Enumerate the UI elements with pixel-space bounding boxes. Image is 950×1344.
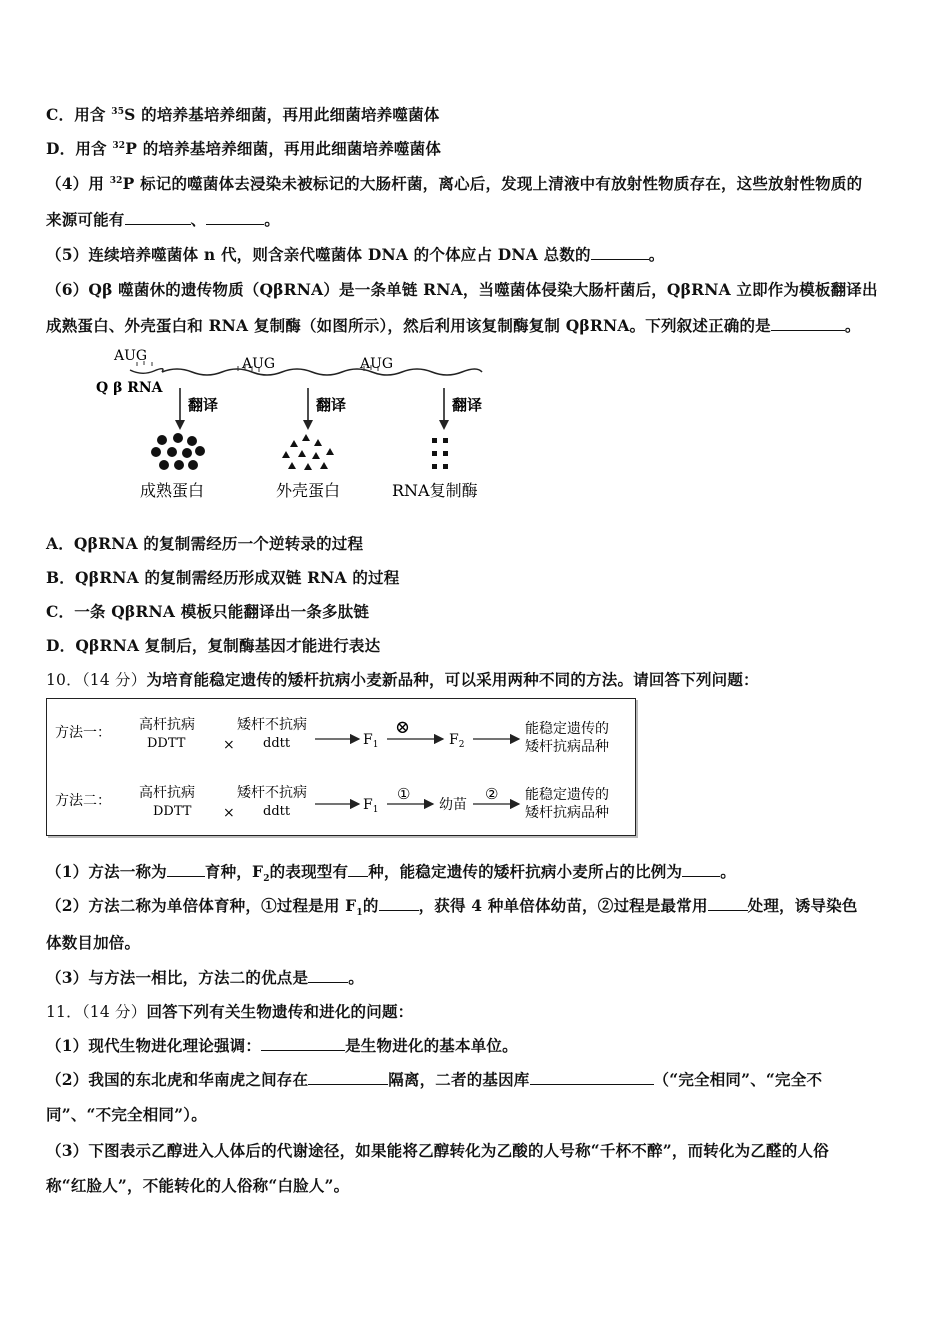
q9-option-c: C．用含 $^{35}$S 的培养基培养细菌，再用此细菌培养噬菌体	[46, 105, 440, 124]
method1-parent2-genotype: ddtt	[263, 736, 291, 751]
codon-2: AUG	[242, 356, 276, 372]
mature-protein-dots	[151, 433, 205, 470]
q9-part6-line2: 成熟蛋白、外壳蛋白和 RNA 复制酶（如图所示），然后利用该复制酶复制 QβRNA。下列叙述正确的是 。	[46, 316, 861, 335]
method1-result-1: 能稳定遗传的	[525, 721, 609, 737]
q9-option-d: D．用含 $^{32}$P 的培养基培养细菌，再用此细菌培养噬菌体	[46, 139, 442, 158]
method2-label: 方法二：	[55, 793, 111, 809]
method1-result-2: 矮杆抗病品种	[525, 739, 609, 755]
q10-part2-line1: （2）方法二称为单倍体育种，①过程是用 $F_1$的 ，获得 4 种单倍体幼苗，②过程是最常用 处理，诱导染色	[46, 896, 858, 919]
replicase-squares	[432, 438, 448, 469]
method2-parent2-genotype: ddtt	[263, 804, 291, 819]
q11-part3-line1: （3）下图表示乙醇进入人体后的代谢途径，如果能将乙醇转化为乙酸的人号称“千杯不醉”，而转化为乙醛的人俗	[46, 1141, 829, 1160]
arrow-label-2: 翻译	[316, 396, 347, 414]
q9-choice-d: D．QβRNA 复制后，复制酶基因才能进行表达	[46, 636, 381, 655]
rna-label: Q β RNA	[96, 380, 163, 396]
codon-3: AUG	[360, 356, 394, 372]
product-3: RNA复制酶	[392, 481, 478, 500]
q9-part5: （5）连续培养噬菌体 n 代，则含亲代噬菌体 DNA 的个体应占 DNA 总数的 。	[46, 245, 665, 264]
method1-f1: $F_1$	[363, 732, 379, 750]
method1-label: 方法一：	[55, 725, 111, 741]
method1-parent1-genotype: DDTT	[147, 736, 186, 751]
q9-part4-line2: 来源可能有 、 。	[46, 210, 280, 229]
method1-parent1-trait: 高杆抗病	[139, 717, 195, 733]
q10-part3: （3）与方法一相比，方法二的优点是 。	[46, 968, 364, 987]
method2-result-1: 能稳定遗传的	[525, 787, 609, 803]
method2-step2: ②	[485, 785, 499, 803]
method1-selfing-symbol: ⊗	[395, 717, 411, 738]
product-2: 外壳蛋白	[276, 481, 341, 500]
method2-seedling: 幼苗	[439, 797, 467, 813]
q11-title: 11．（14 分）回答下列有关生物遗传和进化的问题：	[46, 1002, 414, 1021]
q9-choice-b: B．QβRNA 的复制需经历形成双链 RNA 的过程	[46, 568, 400, 587]
method2-f1: $F_1$	[363, 797, 379, 815]
q11-part2-line2: 同”、“不完全相同”）。	[46, 1105, 207, 1124]
breeding-methods-diagram	[46, 698, 636, 836]
method1-cross: ×	[223, 737, 235, 753]
codon-1: AUG	[114, 348, 148, 364]
q9-choice-a: A．QβRNA 的复制需经历一个逆转录的过程	[46, 534, 364, 553]
qbeta-translation-figure	[92, 344, 522, 510]
method1-f2: $F_2$	[449, 732, 465, 750]
rna-strand	[162, 369, 482, 375]
product-1: 成熟蛋白	[140, 481, 205, 500]
q11-part2-line1: （2）我国的东北虎和华南虎之间存在 隔离，二者的基因库 （“完全相同”、“完全不	[46, 1070, 823, 1089]
q9-part4-line1: （4）用 $^{32}$P 标记的噬菌体去浸染未被标记的大肠杆菌，离心后，发现上清液中有放射性物质存在，这些放射性物质的	[46, 174, 863, 193]
arrow-label-1: 翻译	[188, 396, 219, 414]
q11-part3-line2: 称“红脸人”，不能转化的人俗称“白脸人”。	[46, 1176, 350, 1195]
q9-part6-line1: （6）Qβ 噬菌休的遗传物质（QβRNA）是一条单链 RNA，当噬菌体侵染大肠杆菌后，QβRNA 立即作为模板翻译出	[46, 280, 878, 299]
method1-parent2-trait: 矮杆不抗病	[237, 717, 307, 733]
q10-part2-line2: 体数目加倍。	[46, 933, 141, 952]
coat-protein-triangles	[282, 434, 334, 470]
q10-title: 10．（14 分）为培育能稳定遗传的矮杆抗病小麦新品种，可以采用两种不同的方法。请回答下列问题：	[46, 670, 759, 689]
q11-part1: （1）现代生物进化理论强调： 是生物进化的基本单位。	[46, 1036, 518, 1055]
arrow-label-3: 翻译	[452, 396, 483, 414]
method2-step1: ①	[397, 785, 411, 803]
method2-cross: ×	[223, 805, 235, 821]
method2-parent1-genotype: DDTT	[153, 804, 192, 819]
method2-result-2: 矮杆抗病品种	[525, 805, 609, 821]
q9-choice-c: C．一条 QβRNA 模板只能翻译出一条多肽链	[46, 602, 370, 621]
method2-parent2-trait: 矮杆不抗病	[237, 785, 307, 801]
q10-part1: （1）方法一称为 育种，$F_2$的表现型有 种，能稳定遗传的矮杆抗病小麦所占的比例为 。	[46, 862, 736, 885]
method2-parent1-trait: 高杆抗病	[139, 785, 195, 801]
